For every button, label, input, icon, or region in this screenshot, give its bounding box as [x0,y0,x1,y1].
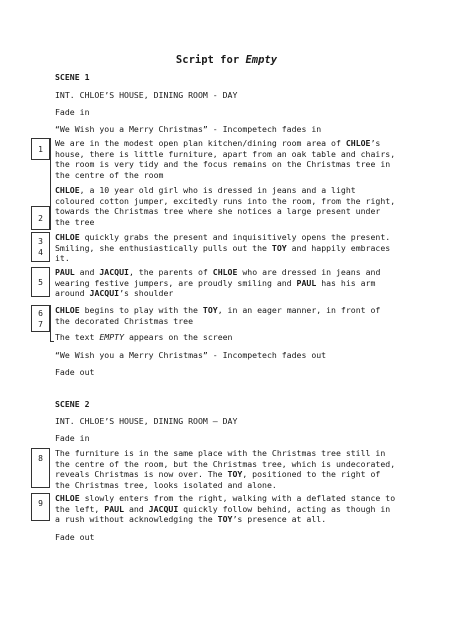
shot-number-box [31,138,50,160]
shot-number-box [31,493,50,521]
scene1-music-in: “We Wish you a Merry Christmas” - Incompetech fades in [55,124,322,134]
action-text: ’s house, there is little furniture, apart from an oak table and chairs, the room is very tidy and the focus remains on the Christmas tree in the centre of the room [55,138,396,180]
action-text: and [124,503,149,514]
action-text: quickly grabs the present and inquisitively opens the present. Smiling, she enthusiastically pulls out the [55,232,391,253]
action-text: We are in the modest open plan kitchen/dining room area of [55,138,346,148]
shot-number: 1 [38,145,43,154]
shot-number: 2 [38,214,43,223]
action-text: and [74,267,100,277]
shot-number: 5 [38,278,43,287]
scene2-action-1 [55,448,400,490]
action-text: ’s shoulder [119,288,174,299]
action-text: and happily embraces it. [55,242,391,264]
character-name: CHLOE [212,267,238,277]
character-name: JACQUI [99,267,129,277]
action-text: , positioned to the right of the Christmas tree, looks isolated and alone. [55,469,381,490]
shot-number-box [31,267,50,297]
character-name: CHLOE [55,305,80,315]
prop-name: TOY [202,305,218,315]
scene2-slugline: INT. CHLOE’S HOUSE, DINING ROOM – DAY [55,416,238,426]
scene1-slugline: INT. CHLOE’S HOUSE, DINING ROOM - DAY [55,90,238,100]
shot-number-box [31,448,50,488]
character-name: CHLOE [55,232,80,242]
title-emphasis: Empty [245,54,278,66]
character-name: CHLOE [55,493,80,503]
scene2-fade-out: Fade out [55,532,95,542]
action-text: slowly enters from the right, walking with a deflated stance to the left, [55,493,396,514]
shot-number: 7 [38,320,43,329]
scene1-action-5 [55,305,400,326]
script-title [0,54,453,66]
scene1-action-2 [55,185,400,227]
action-text: , a 10 year old girl who is dressed in jeans and a light coloured cotton jumper, excitedly runs into the room, from the right, towards the Christmas tree where she notices a large present under the tree [55,185,396,227]
shot-number: 8 [38,454,43,463]
action-text: The furniture is in the same place with the Christmas tree still in the centre of the room, but the Christmas tree, which is undecorated, reveals Christmas is now over. The [55,448,396,480]
action-text: appears on the screen [124,332,233,342]
scene1-music-out: “We Wish you a Merry Christmas” - Incompetech fades out [55,350,327,360]
prop-name: TOY [227,469,243,480]
action-text: , the parents of [128,267,213,277]
action-text: has his arm around [55,277,376,299]
action-text: ’s presence at all. [232,514,327,525]
character-name: PAUL [104,503,125,514]
character-name: JACQUI [89,288,120,299]
scene1-title-card [55,332,400,343]
character-name: CHLOE [345,138,371,148]
action-text: , in an eager manner, in front of the decorated Christmas tree [55,305,381,326]
action-text: who are dressed in jeans and wearing festive jumpers, are proudly smiling and [55,267,381,288]
shot-number-box [31,232,50,262]
scene1-action-1 [55,138,400,180]
scene1-action-4 [55,267,400,299]
shot-number: 3 [38,237,43,246]
scene1-action-3 [55,232,400,264]
shot-number: 4 [38,248,43,257]
shot-number-box [31,305,50,332]
film-title: EMPTY [99,332,125,342]
scene1-fade-out: Fade out [55,367,95,377]
scene1-heading: SCENE 1 [55,72,90,82]
action-text: quickly follow behind, acting as though in a rush without acknowledging the [55,503,391,525]
shot-number-box [31,206,50,230]
prop-name: TOY [217,514,233,525]
scene2-heading: SCENE 2 [55,399,90,409]
character-name: CHLOE [55,185,80,195]
title-prefix: Script for [175,54,246,66]
shot-number: 9 [38,499,43,508]
shot-number: 6 [38,309,43,318]
scene1-fade-in: Fade in [55,107,90,117]
shot-bracket-foot [50,341,54,342]
prop-name: TOY [271,242,287,253]
shot-bracket [50,138,51,230]
character-name: PAUL [55,267,75,277]
action-text: begins to play with the [79,305,203,315]
character-name: JACQUI [148,503,179,514]
action-text: The text [55,332,100,342]
shot-bracket [50,305,51,341]
scene2-action-2 [55,493,400,525]
character-name: PAUL [296,277,317,288]
scene2-fade-in: Fade in [55,433,90,443]
